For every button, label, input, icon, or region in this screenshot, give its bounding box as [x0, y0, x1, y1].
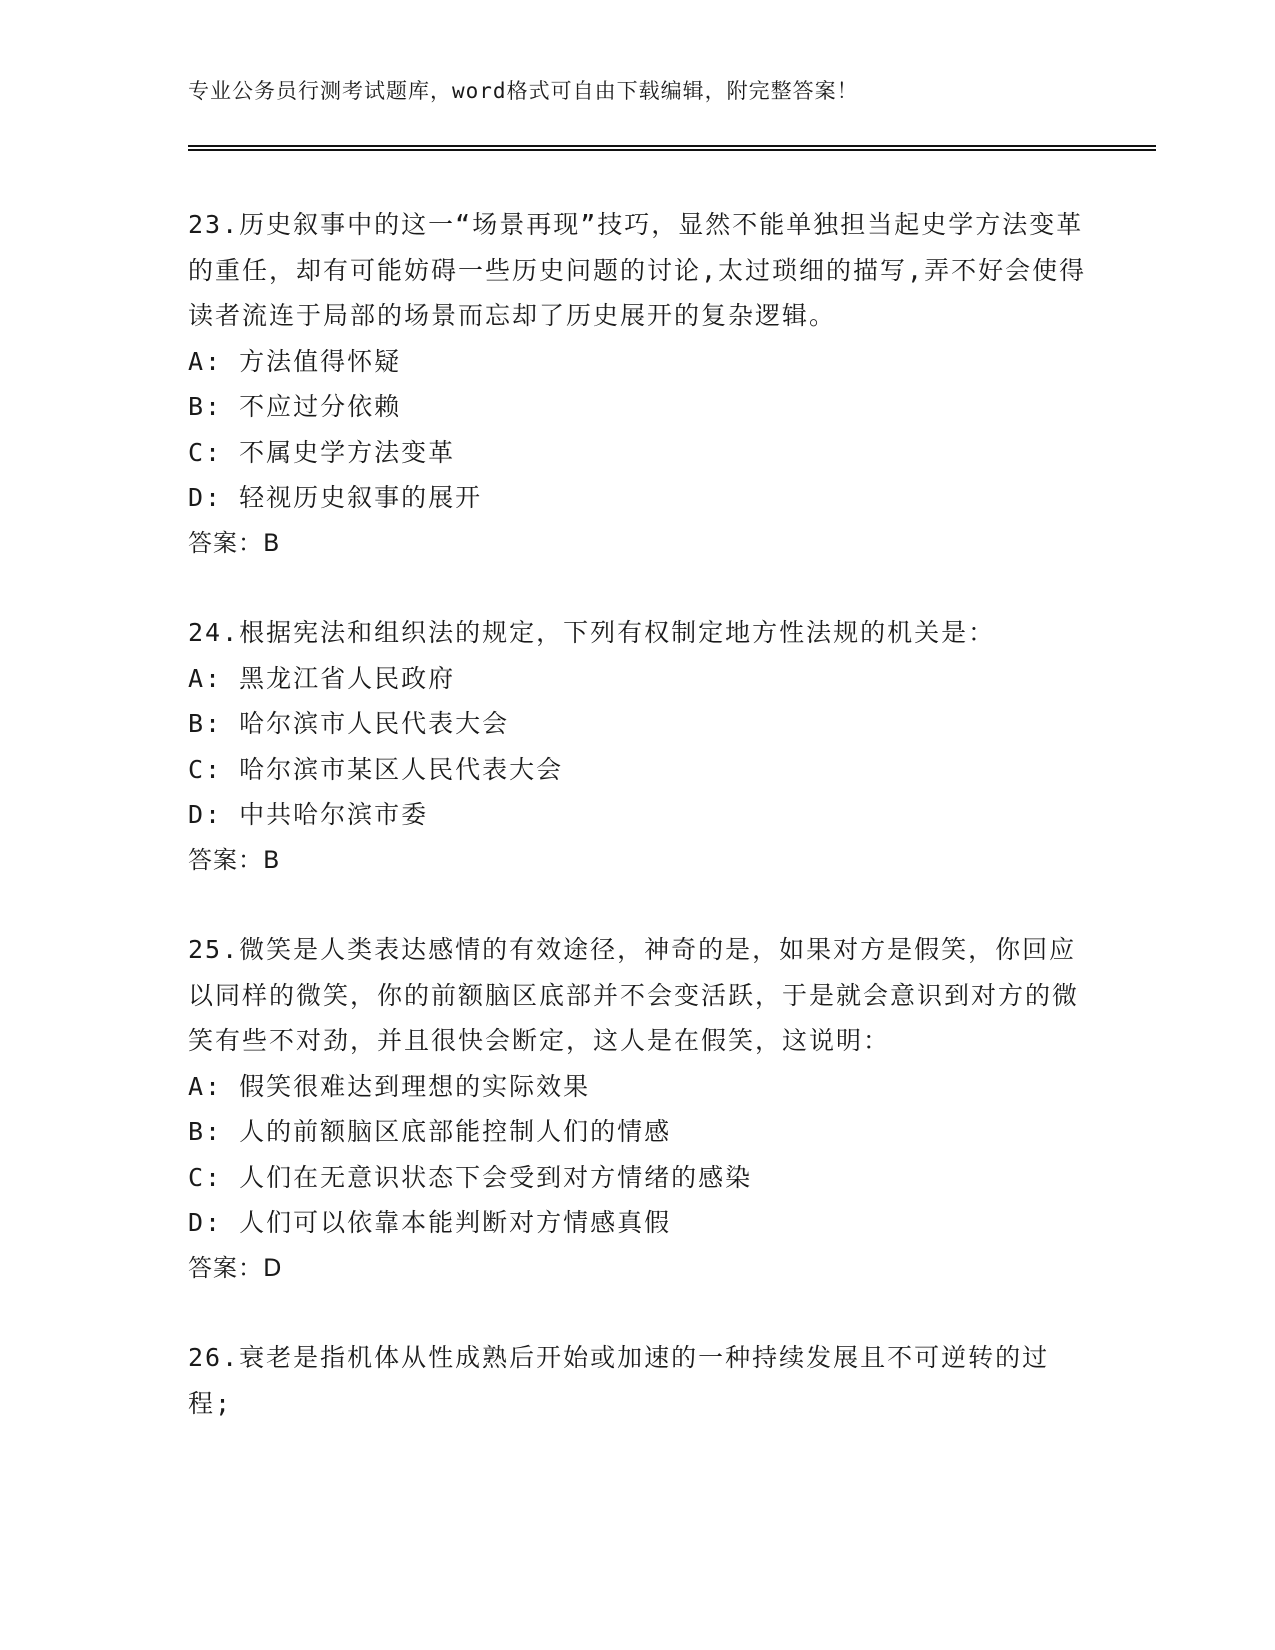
option-c: C: 人们在无意识状态下会受到对方情绪的感染 — [188, 1162, 753, 1192]
answer-line: 答案：B — [188, 528, 281, 557]
answer-line: 答案：D — [188, 1253, 283, 1282]
option-b: B: 哈尔滨市人民代表大会 — [188, 709, 510, 738]
question-26 — [188, 1335, 1088, 1426]
option-c: C: 哈尔滨市某区人民代表大会 — [188, 754, 564, 784]
option-a: A: 黑龙江省人民政府 — [188, 663, 456, 693]
question-stem: 23.历史叙事中的这一“场景再现”技巧，显然不能单独担当起史学方法变革的重任，却有可能妨碍一些历史问题的讨论,太过琐细的描写,弄不好会使得读者流连于局部的场景而忘却了历史展开的复杂逻辑。 — [188, 210, 1087, 330]
option-d: D: 轻视历史叙事的展开 — [188, 483, 483, 512]
question-stem: 25.微笑是人类表达感情的有效途径，神奇的是，如果对方是假笑，你回应以同样的微笑，你的前额脑区底部并不会变活跃，于是就会意识到对方的微笑有些不对劲，并且很快会断定，这人是在假笑，这说明： — [188, 935, 1080, 1055]
answer-line: 答案：B — [188, 845, 281, 874]
question-23 — [188, 202, 1088, 566]
option-b: B: 人的前额脑区底部能控制人们的情感 — [188, 1117, 672, 1146]
option-a: A: 假笑很难达到理想的实际效果 — [188, 1071, 591, 1101]
option-d: D: 中共哈尔滨市委 — [188, 800, 429, 829]
page-header-text: 专业公务员行测考试题库，word格式可自由下载编辑，附完整答案！ — [188, 79, 859, 103]
question-stem: 24.根据宪法和组织法的规定，下列有权制定地方性法规的机关是： — [188, 618, 996, 647]
question-list — [188, 202, 1088, 1426]
question-stem: 26.衰老是指机体从性成熟后开始或加速的一种持续发展且不可逆转的过程; — [188, 1343, 1050, 1418]
option-c: C: 不属史学方法变革 — [188, 437, 456, 467]
option-b: B: 不应过分依赖 — [188, 392, 402, 421]
question-25 — [188, 927, 1088, 1291]
question-24 — [188, 610, 1088, 883]
header-divider — [188, 145, 1156, 151]
option-a: A: 方法值得怀疑 — [188, 346, 402, 376]
option-d: D: 人们可以依靠本能判断对方情感真假 — [188, 1208, 672, 1237]
